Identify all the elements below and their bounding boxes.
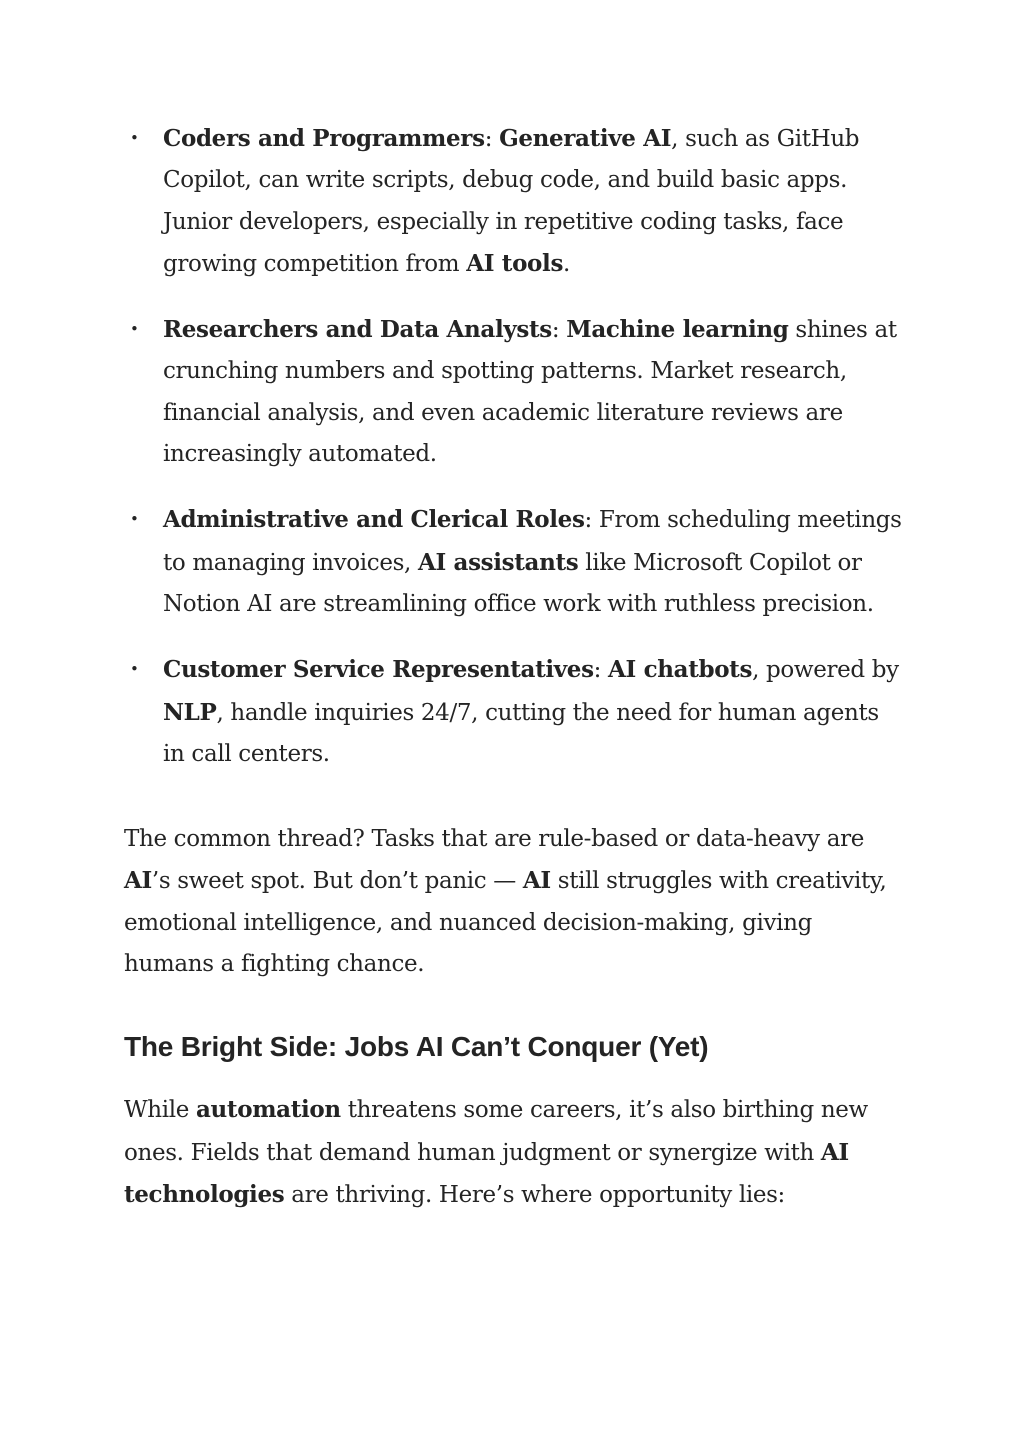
list-item: • Coders and Programmers: Generative AI, such as GitHub Copilot, can write scripts, debug code, and build basic apps. Junior developers, especially in repetitive coding tasks, face growing competition from AI tools. [124,118,904,285]
bullet-icon: • [130,660,139,679]
list-item: • Researchers and Data Analysts: Machine learning shines at crunching numbers and spotting patterns. Market research, financial analysis, and even academic literature reviews are increasingly automated. [124,309,904,475]
job-list [124,118,904,775]
common-thread-paragraph: The common thread? Tasks that are rule-based or data-heavy are AI’s sweet spot. But don’t panic — AI still struggles with creativity, emotional intelligence, and nuanced decision-making, giving humans a fighting chance. [124,826,887,978]
article-body [124,118,904,1216]
bullet-icon: • [130,129,139,147]
list-item-term: Researchers and Data Analysts [163,316,552,344]
bullet-icon: • [130,510,139,529]
section-heading: The Bright Side: Jobs AI Can’t Conquer (Yet) [124,1031,709,1063]
list-item: • Customer Service Representatives: AI chatbots, powered by NLP, handle inquiries 24/7, cutting the need for human agents in call centers. [124,649,904,775]
list-item-term: Administrative and Clerical Roles [163,506,585,534]
bullet-icon: • [130,320,139,339]
list-item-term: Coders and Programmers [163,125,485,152]
list-item: • Administrative and Clerical Roles: From scheduling meetings to managing invoices, AI assistants like Microsoft Copilot or Notion AI are streamlining office work with ruthless precision. [124,499,904,625]
list-item-term: Customer Service Representatives [163,656,594,684]
bright-side-paragraph: While automation threatens some careers, it’s also birthing new ones. Fields that demand human judgment or synergize with AI technologies are thriving. Here’s where opportunity lies: [124,1096,868,1208]
